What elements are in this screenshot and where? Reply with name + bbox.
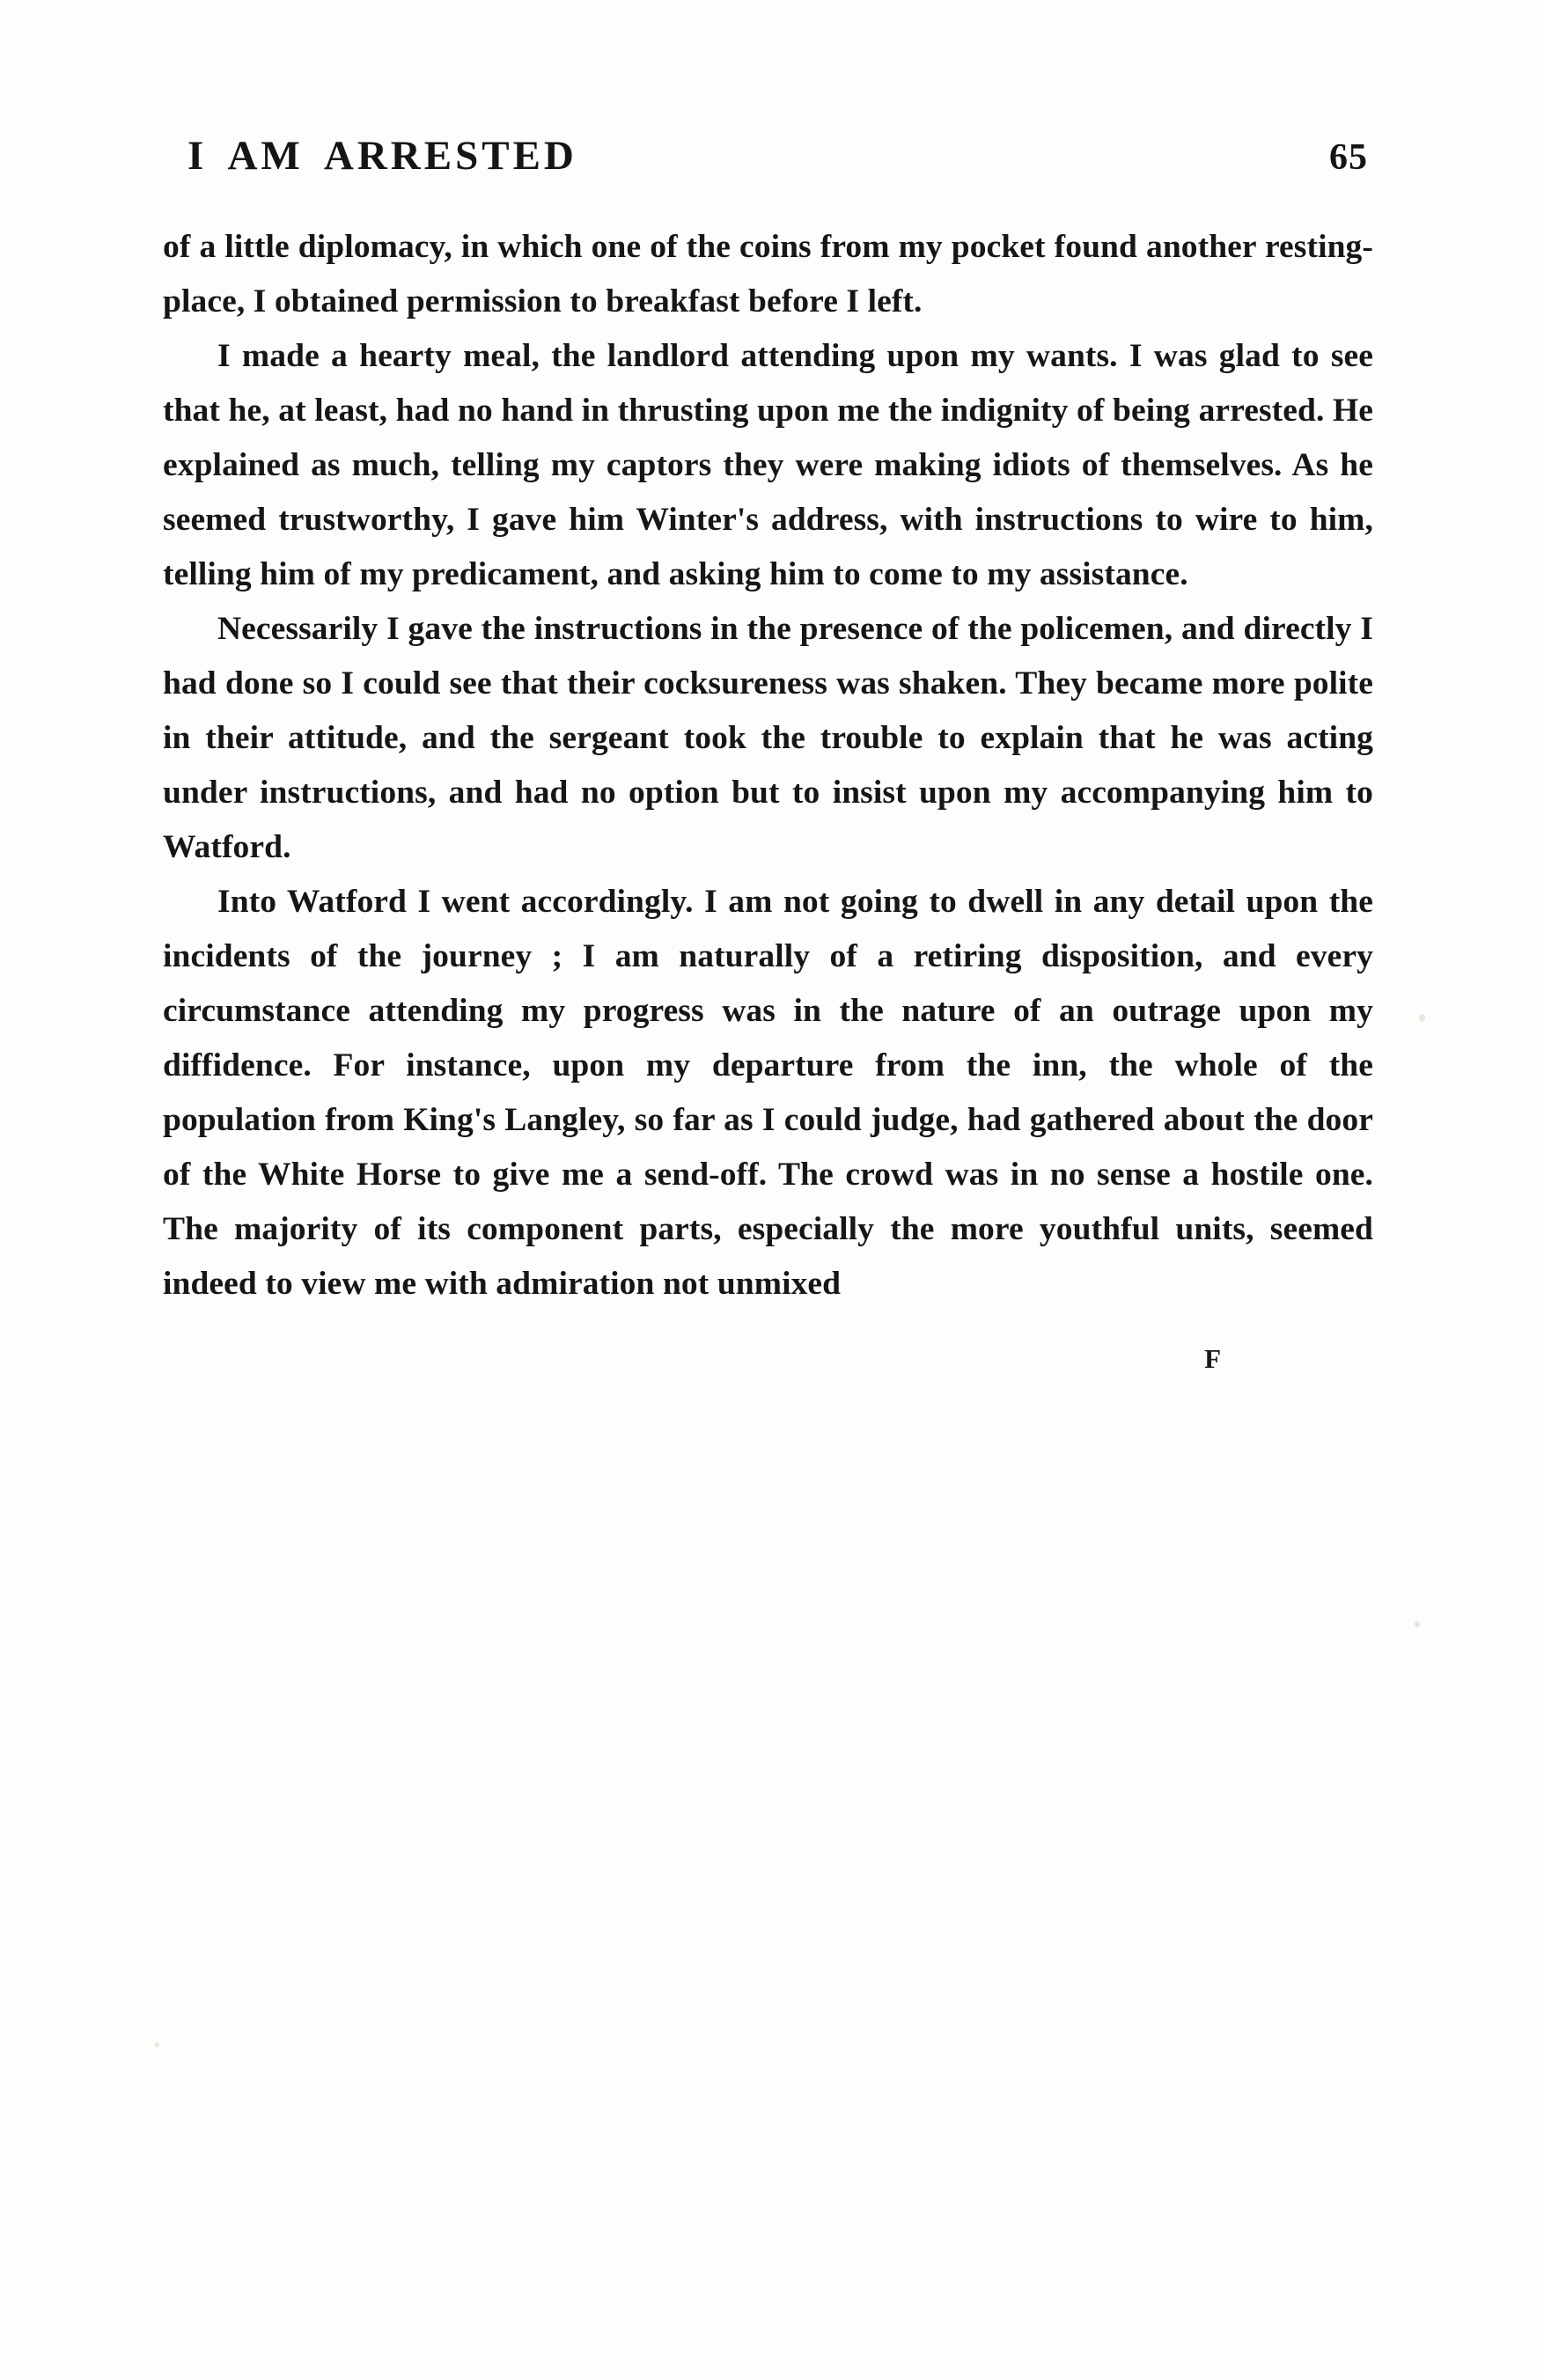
paragraph-1: of a little diplomacy, in which one of the coins from my pocket found another resting-place, I obtained permission to breakfast before I left. (163, 229, 1373, 320)
paragraph-4: Into Watford I went accordingly. I am not going to dwell in any detail upon the incidents of the journey ; I am naturally of a retiring disposition, and every circumstance attending my progress was in the nature of an outrage upon my diffidence. For instance, upon my departure from the inn, the whole of the population from King's Langley, so far as I could judge, had gathered about the door of the White Horse to give me a send-off. The crowd was in no sense a hostile one. The majority of its component parts, especially the more youthful units, seemed indeed to view me with admiration not unmixed (163, 884, 1373, 1302)
body-text (163, 220, 1373, 1311)
page-number: 65 (1329, 137, 1368, 178)
signature-mark: F (1204, 1343, 1222, 1374)
running-head (163, 132, 1373, 180)
paragraph-2: I made a hearty meal, the landlord attending upon my wants. I was glad to see that he, at least, had no hand in thrusting upon me the indignity of being arrested. He explained as much, telling my captors they were making idiots of themselves. As he seemed trustworthy, I gave him Winter's address, with instructions to wire to him, telling him of my predicament, and asking him to come to my assistance. (163, 338, 1373, 592)
signature-mark-row (163, 1334, 1373, 1398)
scan-speck (155, 2042, 159, 2047)
scan-speck (1415, 1621, 1420, 1627)
scan-speck (1419, 1014, 1425, 1022)
paragraph-3: Necessarily I gave the instructions in the presence of the policemen, and directly I had done so I could see that their cocksureness was shaken. They became more polite in their attitude, and the sergeant took the trouble to explain that he was acting under instructions, and had no option but to insist upon my accompanying him to Watford. (163, 611, 1373, 865)
running-head-title: I AM ARRESTED (187, 133, 577, 179)
page-content (163, 132, 1373, 1398)
